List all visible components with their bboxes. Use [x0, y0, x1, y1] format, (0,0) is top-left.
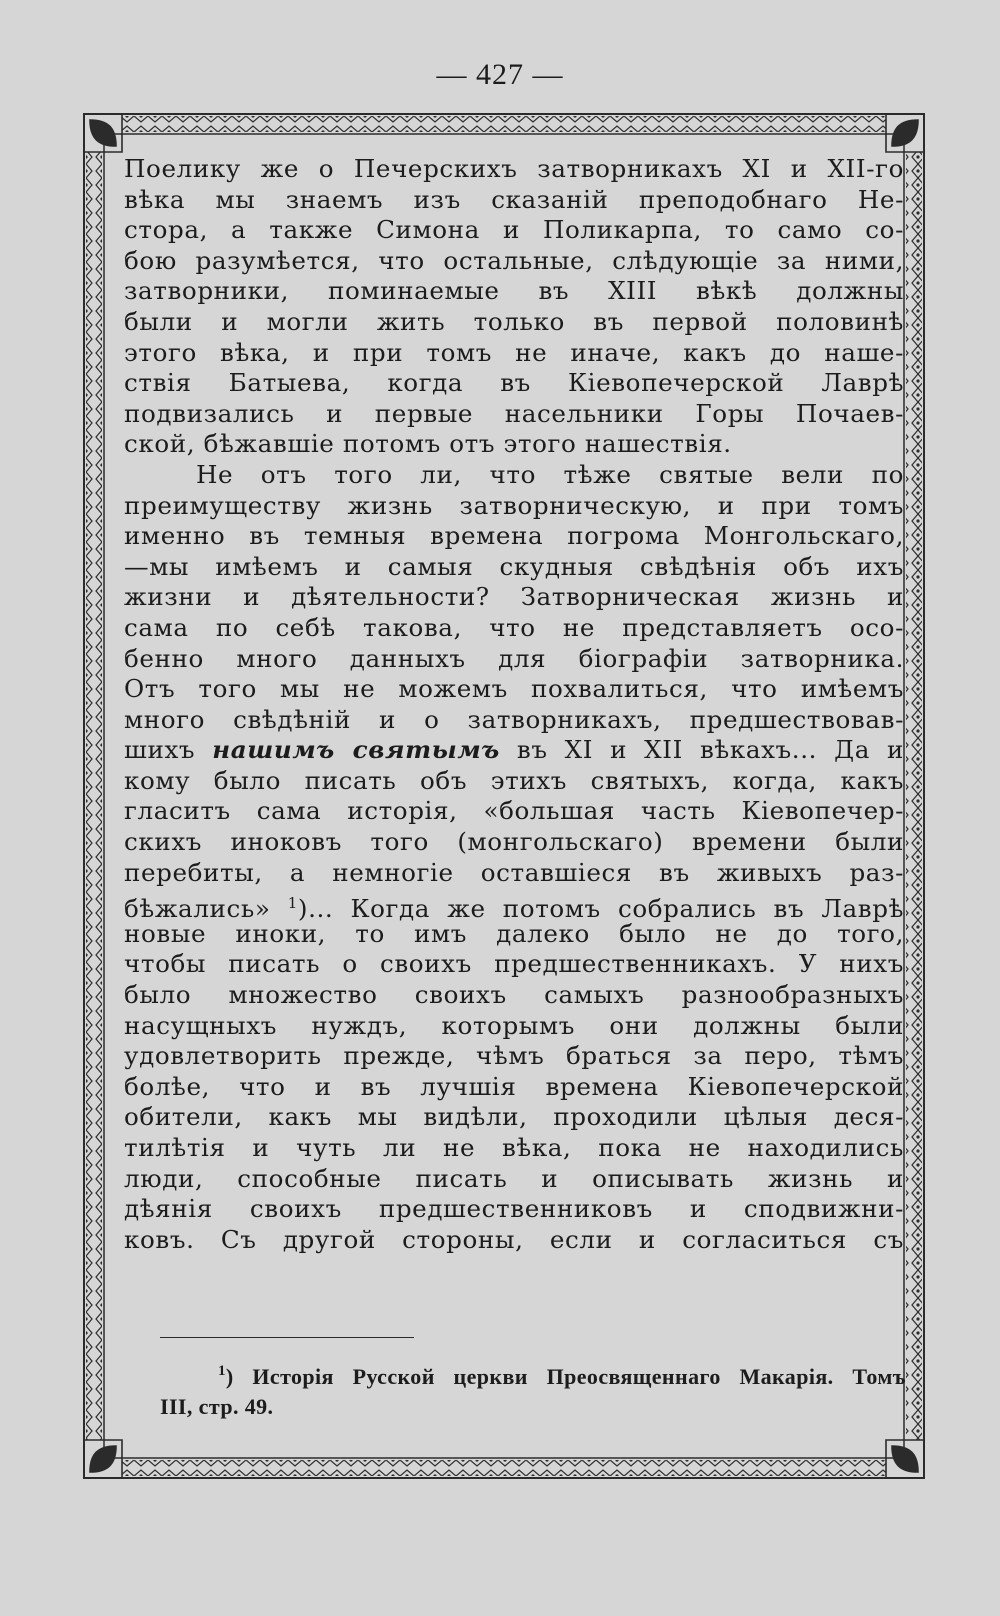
- body-line: дѣянія своихъ предшественниковъ и сподвижни-: [124, 1194, 904, 1224]
- body-line-start: шихъ: [124, 735, 213, 765]
- body-line: ствія Батыева, когда въ Кіевопечерской Лаврѣ: [124, 368, 904, 398]
- body-line: тилѣтія и чуть ли не вѣка, пока не находились: [124, 1133, 904, 1162]
- body-line: удовлетворить прежде, чѣмъ браться за перо, тѣмъ: [124, 1041, 904, 1071]
- body-line: насущныхъ нуждъ, которымъ они должны были: [124, 1010, 904, 1040]
- body-line: ской, бѣжавшіе потомъ отъ этого нашествія.: [124, 429, 732, 459]
- body-line: жизни и дѣятельности? Затворническая жизнь и: [124, 582, 904, 612]
- body-line: много свѣдѣній и о затворникахъ, предшествовав-: [124, 704, 904, 734]
- body-line: именно въ темныя времена погрома Монгольскаго,: [124, 521, 904, 551]
- body-line: —мы имѣемъ и самыя скудныя свѣдѣнія объ ихъ: [124, 551, 904, 581]
- body-line: [124, 735, 904, 766]
- footnote-marker: 1: [218, 1363, 226, 1379]
- page-number: — 427 —: [436, 58, 564, 91]
- body-line: бою разумѣется, что остальные, слѣдующіе за ними,: [124, 245, 904, 275]
- footnote: [160, 1356, 906, 1422]
- footnote-line: [160, 1356, 906, 1392]
- body-line: ковъ. Съ другой стороны, если и согласиться съ: [124, 1224, 904, 1254]
- body-line: затворники, поминаемые въ XIII вѣкѣ должны: [124, 276, 904, 306]
- body-line: сама по себѣ такова, что не представляетъ осо-: [124, 612, 904, 642]
- body-line: гласитъ сама исторія, «большая часть Кіевопечер-: [124, 796, 904, 826]
- body-line: было множество своихъ самыхъ разнообразныхъ: [124, 980, 904, 1010]
- body-line-start: бѣжались»: [124, 894, 288, 924]
- body-line: Поелику же о Печерскихъ затворникахъ XI и XII-го: [124, 154, 904, 183]
- body-line: Не отъ того ли, что тѣже святые вели по: [196, 459, 904, 489]
- body-line: подвизались и первые насельники Горы Почаев-: [124, 398, 904, 428]
- italic-emphasis: нашимъ святымъ: [212, 735, 500, 765]
- body-line: перебиты, а немногіе оставшіеся въ живыхъ раз-: [124, 857, 904, 887]
- body-line: стора, а также Симона и Поликарпа, то само со-: [124, 215, 904, 245]
- body-line: этого вѣка, и при томъ не иначе, какъ до наше-: [124, 337, 904, 367]
- footnote-reference: 1: [287, 894, 298, 913]
- body-line: обители, какъ мы видѣли, проходили цѣлыя деся-: [124, 1102, 904, 1132]
- footnote-text: ) Исторія Русской церкви Преосвященнаго Макарія. Томъ: [225, 1364, 906, 1389]
- body-line-end: )... Когда же потомъ собрались въ Лаврѣ: [297, 894, 904, 924]
- body-line: чтобы писать о своихъ предшественникахъ. У нихъ: [124, 949, 904, 979]
- body-line: [124, 888, 904, 924]
- body-line: Отъ того мы не можемъ похвалиться, что имѣемъ: [124, 674, 904, 704]
- body-line-end: въ XI и XII вѣкахъ... Да и: [499, 735, 904, 765]
- footnote-divider: [160, 1337, 414, 1338]
- body-line: болѣе, что и въ лучшія времена Кіевопечерской: [124, 1071, 904, 1101]
- body-line: люди, способные писать и описывать жизнь и: [124, 1163, 904, 1193]
- body-text: [124, 154, 904, 1255]
- body-line: преимуществу жизнь затворническую, и при томъ: [124, 490, 904, 520]
- body-line: скихъ иноковъ того (монгольскаго) времени были: [124, 827, 904, 857]
- body-line: вѣка мы знаемъ изъ сказаній преподобнаго Не-: [124, 184, 904, 214]
- body-line: новые иноки, то имъ далеко было не до того,: [124, 918, 904, 948]
- body-line: были и могли жить только въ первой половинѣ: [124, 306, 904, 336]
- body-line: кому было писать объ этихъ святыхъ, когда, какъ: [124, 765, 904, 795]
- footnote-line: III, стр. 49.: [160, 1394, 274, 1419]
- body-line: бенно много данныхъ для біографіи затворника.: [124, 643, 904, 673]
